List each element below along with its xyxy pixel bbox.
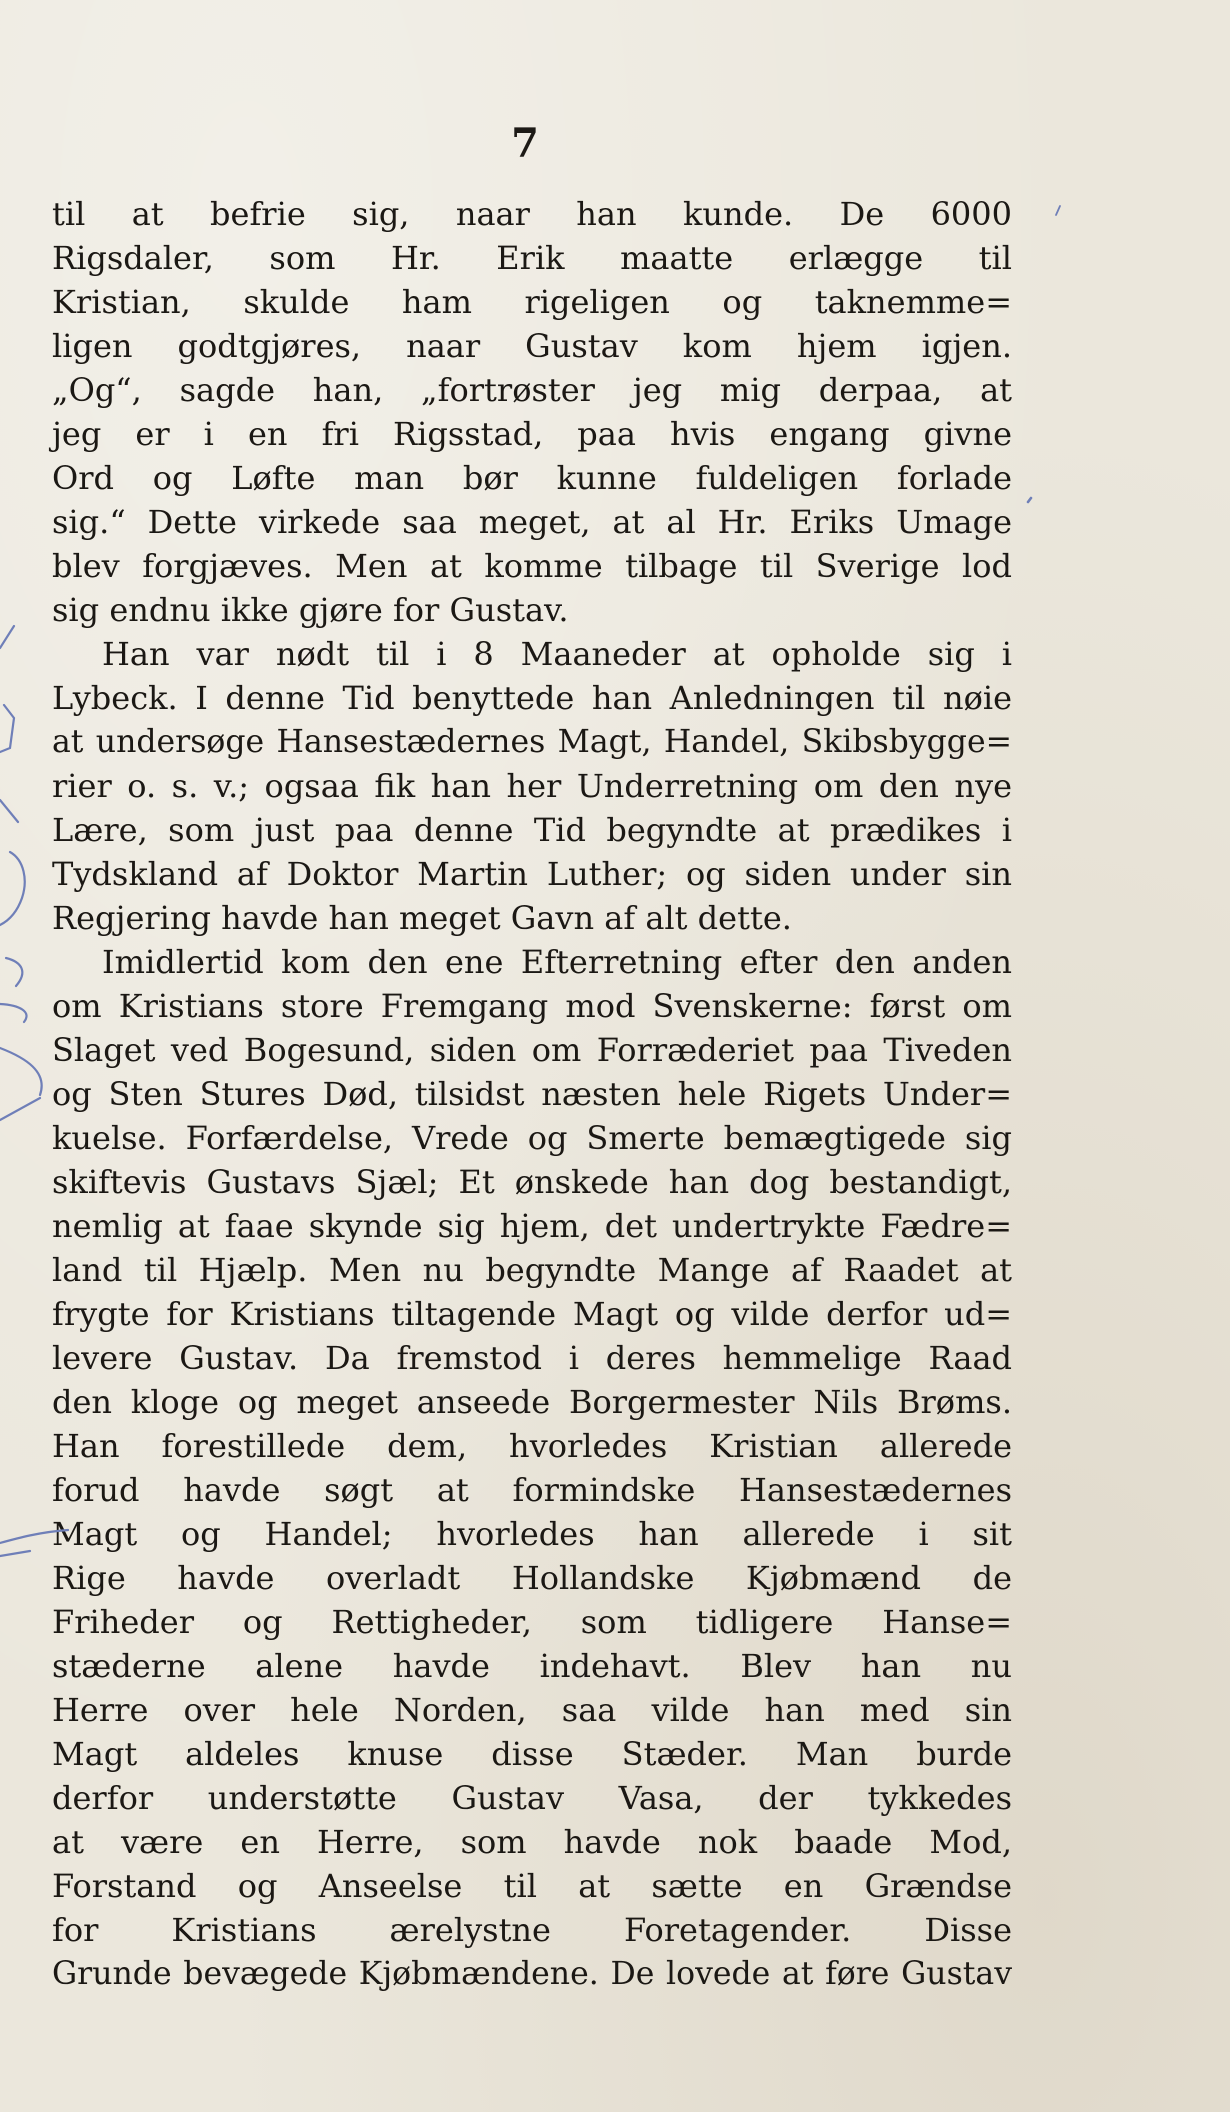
text-line: Imidlertid kom den ene Efterretning efter den anden bbox=[102, 943, 1012, 981]
pencil-mark bbox=[0, 1004, 27, 1022]
pencil-mark bbox=[0, 1551, 30, 1556]
text-line: den kloge og meget anseede Borgermester Nils Brøms. bbox=[52, 1383, 1012, 1421]
text-line: Magt og Handel; hvorledes han allerede i sit bbox=[52, 1515, 1012, 1553]
text-line: Slaget ved Bogesund, siden om Forræderiet paa Tiveden bbox=[52, 1031, 1012, 1069]
text-line: nemlig at faae skynde sig hjem, det undertrykte Fædre= bbox=[52, 1207, 1012, 1245]
pencil-mark bbox=[0, 852, 25, 925]
page-number: 7 bbox=[511, 120, 539, 167]
text-line: Han var nødt til i 8 Maaneder at opholde sig i bbox=[102, 635, 1012, 673]
text-line: derfor understøtte Gustav Vasa, der tykkedes bbox=[52, 1779, 1012, 1817]
text-line: jeg er i en fri Rigsstad, paa hvis engang givne bbox=[52, 415, 1012, 453]
pencil-mark bbox=[1028, 498, 1031, 502]
pencil-mark bbox=[0, 1098, 40, 1120]
text-line: forud havde søgt at formindske Hansestædernes bbox=[52, 1471, 1012, 1509]
text-line: at undersøge Hansestædernes Magt, Handel, Skibsbygge= bbox=[52, 724, 1012, 760]
text-line: Forstand og Anseelse til at sætte en Grændse bbox=[52, 1867, 1012, 1905]
text-line: for Kristians ærelystne Foretagender. Disse bbox=[52, 1911, 1012, 1949]
text-line: Grunde bevægede Kjøbmændene. De lovede at føre Gustav bbox=[52, 1956, 1012, 1992]
text-line: sig endnu ikke gjøre for Gustav. bbox=[52, 591, 569, 629]
text-line: Lybeck. I denne Tid benyttede han Anledningen til nøie bbox=[52, 679, 1012, 717]
text-line: Rigsdaler, som Hr. Erik maatte erlægge til bbox=[52, 239, 1012, 277]
text-line: om Kristians store Fremgang mod Svenskerne: først om bbox=[52, 987, 1012, 1025]
text-line: Kristian, skulde ham rigeligen og taknemme= bbox=[52, 283, 1012, 321]
text-line: Han forestillede dem, hvorledes Kristian allerede bbox=[52, 1427, 1012, 1465]
pencil-mark bbox=[0, 1048, 42, 1095]
text-line: Friheder og Rettigheder, som tidligere Hanse= bbox=[52, 1603, 1012, 1641]
text-line: Magt aldeles knuse disse Stæder. Man burde bbox=[52, 1735, 1012, 1773]
text-line: til at befrie sig, naar han kunde. De 6000 bbox=[52, 195, 1012, 233]
text-line: rier o. s. v.; ogsaa fik han her Underretning om den nye bbox=[52, 767, 1012, 805]
text-line: levere Gustav. Da fremstod i deres hemmelige Raad bbox=[52, 1339, 1012, 1377]
text-line: stæderne alene havde indehavt. Blev han nu bbox=[52, 1647, 1012, 1685]
text-line: at være en Herre, som havde nok baade Mod, bbox=[52, 1823, 1012, 1861]
text-line: Rige havde overladt Hollandske Kjøbmænd de bbox=[52, 1559, 1012, 1597]
text-line: blev forgjæves. Men at komme tilbage til Sverige lod bbox=[52, 547, 1012, 585]
pencil-mark bbox=[0, 800, 18, 822]
pencil-mark bbox=[0, 626, 14, 648]
text-line: skiftevis Gustavs Sjæl; Et ønskede han dog bestandigt, bbox=[52, 1163, 1012, 1201]
text-line: Herre over hele Norden, saa vilde han med sin bbox=[52, 1691, 1012, 1729]
pencil-mark bbox=[6, 958, 22, 986]
pencil-mark bbox=[0, 705, 14, 752]
text-line: „Og“, sagde han, „fortrøster jeg mig derpaa, at bbox=[52, 371, 1012, 409]
text-line: Tydskland af Doktor Martin Luther; og siden under sin bbox=[52, 855, 1012, 893]
text-line: Regjering havde han meget Gavn af alt dette. bbox=[52, 899, 792, 937]
text-line: Lære, som just paa denne Tid begyndte at prædikes i bbox=[52, 811, 1012, 849]
text-line: Ord og Løfte man bør kunne fuldeligen forlade bbox=[52, 459, 1012, 497]
text-line: frygte for Kristians tiltagende Magt og vilde derfor ud= bbox=[52, 1295, 1012, 1333]
text-line: sig.“ Dette virkede saa meget, at al Hr. Eriks Umage bbox=[52, 503, 1012, 541]
text-line: land til Hjælp. Men nu begyndte Mange af Raadet at bbox=[52, 1251, 1012, 1289]
text-line: ligen godtgjøres, naar Gustav kom hjem igjen. bbox=[52, 327, 1012, 365]
text-line: og Sten Stures Død, tilsidst næsten hele Rigets Under= bbox=[52, 1075, 1012, 1113]
body-text bbox=[52, 192, 1012, 1996]
text-line: kuelse. Forfærdelse, Vrede og Smerte bemægtigede sig bbox=[52, 1119, 1012, 1157]
pencil-mark bbox=[1056, 206, 1060, 215]
